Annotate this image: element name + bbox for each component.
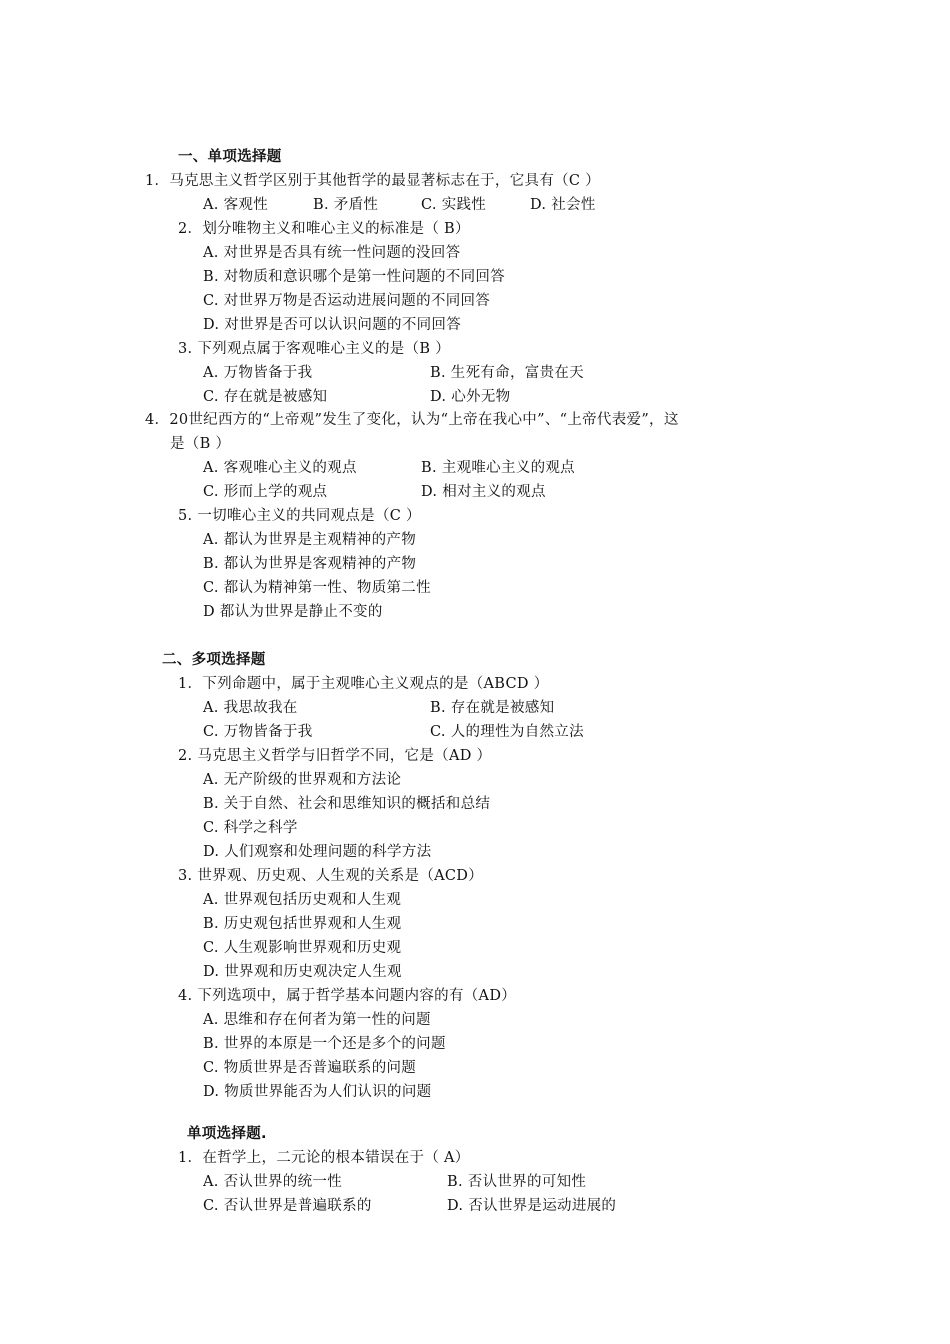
question-3-option-b: B. 生死有命，富贵在天 <box>430 365 584 381</box>
question-5-option-c: C. 都认为精神第一性、物质第二性 <box>203 580 431 596</box>
mc-question-4-option-a: A. 思维和存在何者为第一性的问题 <box>203 1012 431 1028</box>
question-4-option-a: A. 客观唯心主义的观点 <box>203 460 357 476</box>
question-5-option-b: B. 都认为世界是客观精神的产物 <box>203 556 417 572</box>
question-5-option-d: D 都认为世界是静止不变的 <box>203 604 383 620</box>
s3-question-1-option-c: C. 否认世界是普遍联系的 <box>203 1198 372 1214</box>
question-1-option-a: A. 客观性 <box>203 197 268 213</box>
s3-question-1-stem: 1．在哲学上，二元论的根本错误在于（ A） <box>178 1150 470 1166</box>
mc-question-3-option-d: D. 世界观和历史观决定人生观 <box>203 964 402 980</box>
section-title-multiple-choice: 二、多项选择题 <box>162 652 266 668</box>
mc-question-1-option-b: B. 存在就是被感知 <box>430 700 555 716</box>
question-4-stem-line2: 是（B ） <box>170 436 231 452</box>
mc-question-2-stem: 2. 马克思主义哲学与旧哲学不同，它是（AD ） <box>178 748 492 764</box>
question-5-stem: 5. 一切唯心主义的共同观点是（C ） <box>178 508 421 524</box>
mc-question-4-option-d: D. 物质世界能否为人们认识的问题 <box>203 1084 432 1100</box>
question-4-stem-line1: 4．20世纪西方的“上帝观”发生了变化，认为“上帝在我心中”、“上帝代表爱”，这 <box>145 412 679 428</box>
question-3-option-a: A. 万物皆备于我 <box>203 365 313 381</box>
question-2-stem: 2．划分唯物主义和唯心主义的标准是（ B） <box>178 221 470 237</box>
section-title-single-choice-2: 单项选择题. <box>187 1126 267 1142</box>
mc-question-1-option-c: C. 万物皆备于我 <box>203 724 313 740</box>
question-2-option-a: A. 对世界是否具有统一性问题的没回答 <box>203 245 461 261</box>
s3-question-1-option-b: B. 否认世界的可知性 <box>447 1174 587 1190</box>
question-5-option-a: A. 都认为世界是主观精神的产物 <box>203 532 416 548</box>
question-3-stem: 3. 下列观点属于客观唯心主义的是（B ） <box>178 341 451 357</box>
question-4-option-b: B. 主观唯心主义的观点 <box>421 460 575 476</box>
question-2-option-b: B. 对物质和意识哪个是第一性问题的不同回答 <box>203 269 505 285</box>
mc-question-3-option-c: C. 人生观影响世界观和历史观 <box>203 940 402 956</box>
mc-question-2-option-c: C. 科学之科学 <box>203 820 298 836</box>
question-1-option-c: C. 实践性 <box>421 197 487 213</box>
mc-question-1-stem: 1．下列命题中，属于主观唯心主义观点的是（ABCD ） <box>178 676 549 692</box>
mc-question-2-option-a: A. 无产阶级的世界观和方法论 <box>203 772 402 788</box>
question-2-option-c: C. 对世界万物是否运动进展问题的不同回答 <box>203 293 491 309</box>
question-3-option-c: C. 存在就是被感知 <box>203 389 328 405</box>
mc-question-2-option-b: B. 关于自然、社会和思维知识的概括和总结 <box>203 796 491 812</box>
mc-question-3-option-b: B. 历史观包括世界观和人生观 <box>203 916 402 932</box>
question-4-option-d: D. 相对主义的观点 <box>421 484 546 500</box>
question-4-option-c: C. 形而上学的观点 <box>203 484 328 500</box>
s3-question-1-option-d: D. 否认世界是运动进展的 <box>447 1198 617 1214</box>
question-1-option-b: B. 矛盾性 <box>313 197 379 213</box>
s3-question-1-option-a: A. 否认世界的统一性 <box>203 1174 342 1190</box>
mc-question-2-option-d: D. 人们观察和处理问题的科学方法 <box>203 844 432 860</box>
question-1-option-d: D. 社会性 <box>530 197 596 213</box>
mc-question-4-option-c: C. 物质世界是否普遍联系的问题 <box>203 1060 417 1076</box>
question-3-option-d: D. 心外无物 <box>430 389 511 405</box>
section-title-single-choice: 一、单项选择题 <box>178 149 282 165</box>
mc-question-3-option-a: A. 世界观包括历史观和人生观 <box>203 892 402 908</box>
question-2-option-d: D. 对世界是否可以认识问题的不同回答 <box>203 317 462 333</box>
mc-question-1-option-a: A. 我思故我在 <box>203 700 298 716</box>
mc-question-3-stem: 3. 世界观、历史观、人生观的关系是（ACD） <box>178 868 484 884</box>
mc-question-4-stem: 4. 下列选项中，属于哲学基本问题内容的有（AD） <box>178 988 517 1004</box>
mc-question-4-option-b: B. 世界的本原是一个还是多个的问题 <box>203 1036 446 1052</box>
question-1-stem: 1．马克思主义哲学区别于其他哲学的最显著标志在于，它具有（C ） <box>145 173 601 189</box>
mc-question-1-option-d: C. 人的理性为自然立法 <box>430 724 584 740</box>
